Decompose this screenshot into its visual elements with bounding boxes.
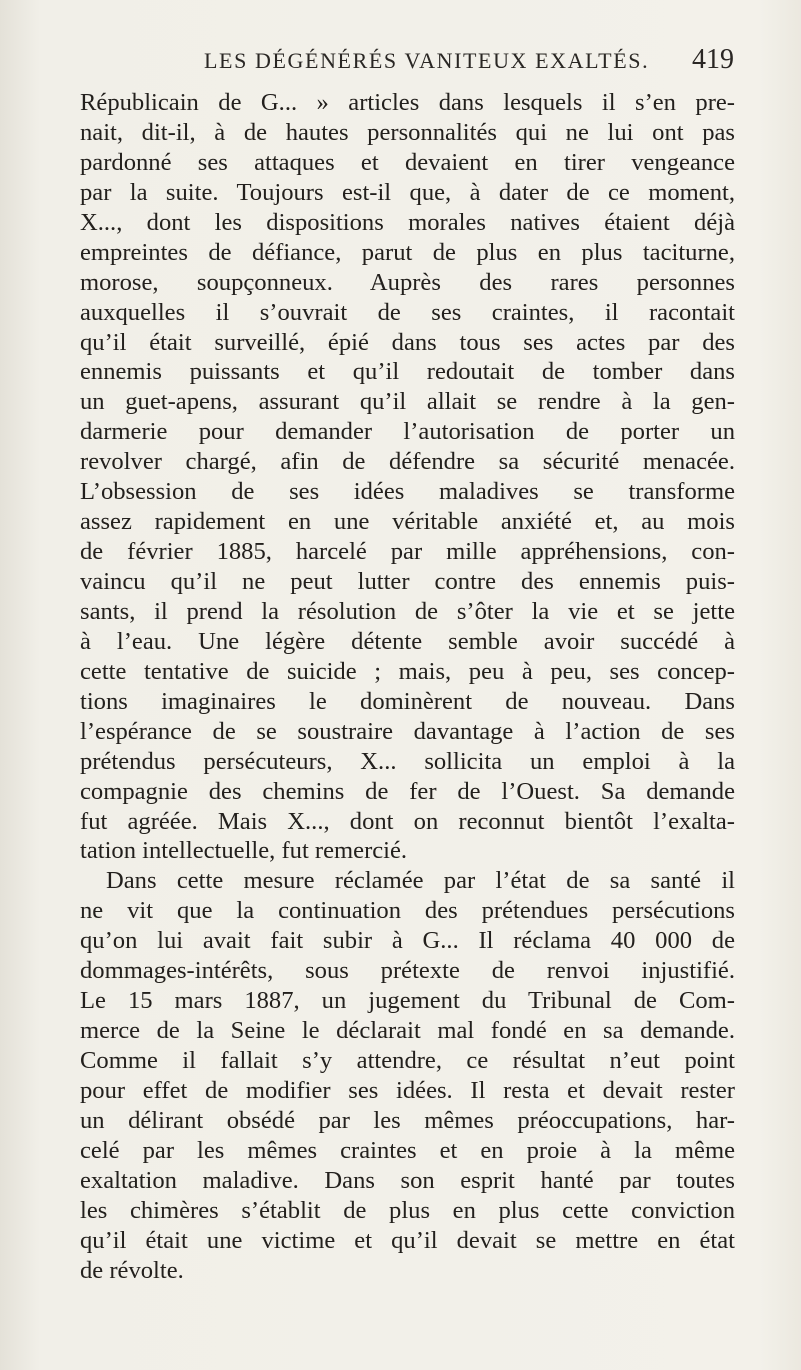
text-line: X..., dont les dispositions morales natives étaient déjà xyxy=(80,208,735,236)
text-line: L’obsession de ses idées maladives se transforme xyxy=(80,478,735,506)
text-line: Le 15 mars 1887, un jugement du Tribunal de Com- xyxy=(80,987,735,1015)
text-line: auxquelles il s’ouvrait de ses craintes, il racontait xyxy=(80,298,735,326)
text-line: un délirant obsédé par les mêmes préoccupations, har- xyxy=(80,1106,735,1134)
text-line: sants, il prend la résolution de s’ôter la vie et se jette xyxy=(80,597,735,625)
text-line: de février 1885, harcelé par mille appréhensions, con- xyxy=(80,538,735,566)
text-line: tation intellectuelle, fut remercié. xyxy=(80,837,408,865)
text-line: tions imaginaires le dominèrent de nouveau. Dans xyxy=(80,687,735,715)
text-line: Dans cette mesure réclamée par l’état de sa santé il xyxy=(106,867,735,895)
text-line: de révolte. xyxy=(80,1256,184,1284)
text-line: ne vit que la continuation des prétendues persécutions xyxy=(80,897,735,925)
text-line: Républicain de G... » articles dans lesquels il s’en pre- xyxy=(80,89,735,116)
page-header xyxy=(204,44,734,82)
text-line: darmerie pour demander l’autorisation de porter un xyxy=(80,418,735,446)
text-line: prétendus persécuteurs, X... sollicita un emploi à la xyxy=(80,747,735,775)
text-line: Comme il fallait s’y attendre, ce résultat n’eut point xyxy=(80,1047,735,1074)
text-line: les chimères s’établit de plus en plus cette conviction xyxy=(80,1196,735,1224)
page-number: 419 xyxy=(692,44,734,75)
text-line: exaltation maladive. Dans son esprit hanté par toutes xyxy=(80,1166,735,1194)
text-line: vaincu qu’il ne peut lutter contre des ennemis puis- xyxy=(80,568,735,595)
text-line: revolver chargé, afin de défendre sa sécurité menacée. xyxy=(80,448,735,476)
text-line: assez rapidement en une véritable anxiété et, au mois xyxy=(80,508,735,536)
text-line: un guet-apens, assurant qu’il allait se rendre à la gen- xyxy=(80,388,735,416)
text-line: qu’on lui avait fait subir à G... Il réclama 40 000 de xyxy=(80,927,735,955)
body-text xyxy=(80,88,735,1286)
text-line: dommages-intérêts, sous prétexte de renvoi injustifié. xyxy=(80,957,735,985)
text-line: pour effet de modifier ses idées. Il resta et devait rester xyxy=(80,1076,735,1104)
text-line: qu’il était une victime et qu’il devait se mettre en état xyxy=(80,1226,735,1254)
text-line: morose, soupçonneux. Auprès des rares personnes xyxy=(80,268,735,296)
text-line: empreintes de défiance, parut de plus en plus taciturne, xyxy=(80,238,735,266)
text-line: cette tentative de suicide ; mais, peu à peu, ses concep- xyxy=(80,657,735,685)
text-line: par la suite. Toujours est-il que, à dater de ce moment, xyxy=(80,178,735,206)
text-line: à l’eau. Une légère détente semble avoir succédé à xyxy=(80,627,735,655)
text-line: qu’il était surveillé, épié dans tous ses actes par des xyxy=(80,328,735,356)
text-line: celé par les mêmes craintes et en proie à la même xyxy=(80,1136,735,1164)
text-line: l’espérance de se soustraire davantage à l’action de ses xyxy=(80,717,735,745)
text-line: nait, dit-il, à de hautes personnalités qui ne lui ont pas xyxy=(80,118,735,146)
text-line: pardonné ses attaques et devaient en tirer vengeance xyxy=(80,148,735,176)
text-line: fut agréée. Mais X..., dont on reconnut bientôt l’exalta- xyxy=(80,807,735,835)
text-line: compagnie des chemins de fer de l’Ouest. Sa demande xyxy=(80,777,735,805)
text-line: merce de la Seine le déclarait mal fondé en sa demande. xyxy=(80,1017,735,1045)
text-line: ennemis puissants et qu’il redoutait de tomber dans xyxy=(80,358,735,386)
running-head: LES DÉGÉNÉRÉS VANITEUX EXALTÉS. xyxy=(204,48,650,73)
